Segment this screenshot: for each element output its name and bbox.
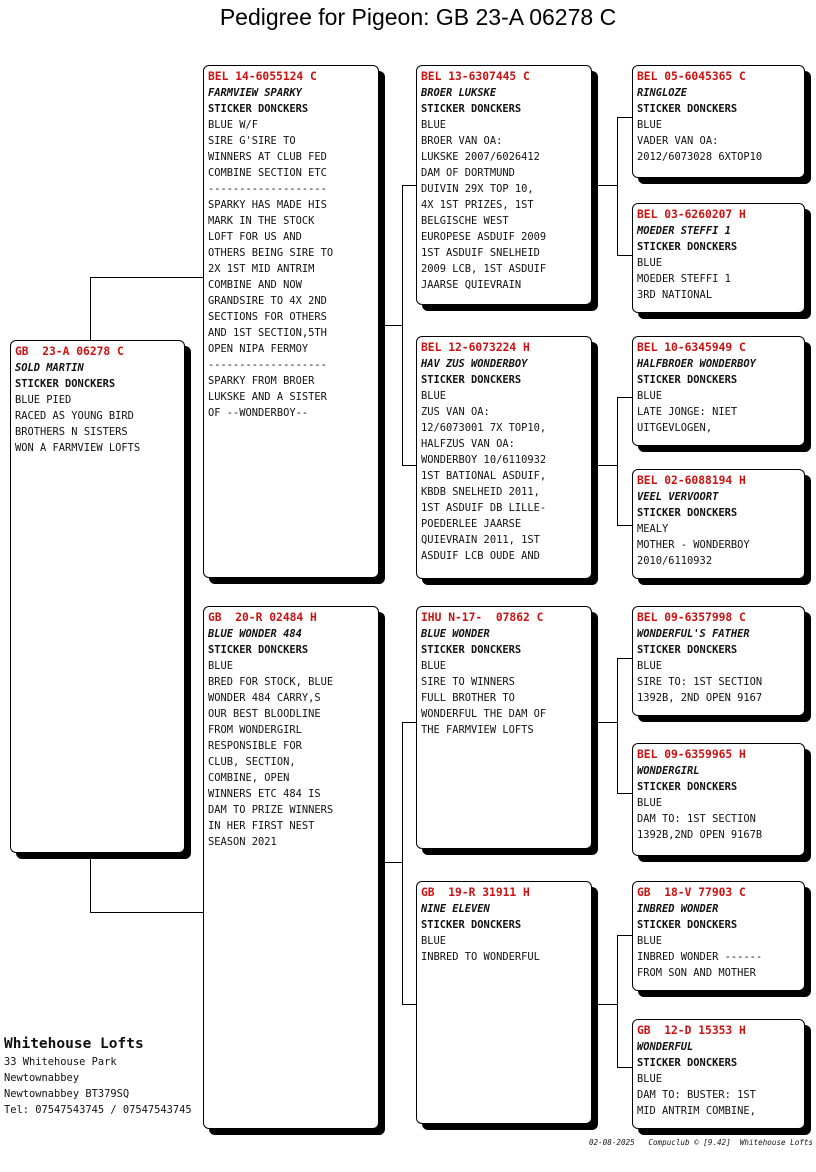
breeder-name: STICKER DONCKERS [637, 1057, 738, 1069]
bird-note: SPARKY HAS MADE HIS [208, 199, 327, 211]
bird-note: 1ST ASDUIF SNELHEID [421, 247, 540, 259]
bird-card-dam [203, 606, 379, 1129]
bird-note: MOEDER STEFFI 1 [637, 273, 731, 285]
bird-name: NINE ELEVEN [421, 903, 490, 915]
connector [617, 1067, 633, 1068]
owner-line: Newtownabbey BT379SQ [4, 1088, 130, 1100]
bird-note: BLUE [637, 935, 663, 947]
ring-number: BEL 14-6055124 C [208, 70, 317, 83]
bird-note: ASDUIF LCB OUDE AND [421, 550, 540, 562]
bird-name: BLUE WONDER 484 [208, 628, 302, 640]
bird-note: SEASON 2021 [208, 836, 277, 848]
breeder-name: STICKER DONCKERS [637, 919, 738, 931]
connector [617, 658, 633, 659]
bird-note: BROTHERS N SISTERS [15, 426, 128, 438]
bird-note: 3RD NATIONAL [637, 289, 713, 301]
bird-name: HAV ZUS WONDERBOY [421, 358, 528, 370]
ring-number: GB 19-R 31911 H [421, 886, 530, 899]
bird-name: WONDERFUL'S FATHER [637, 628, 750, 640]
connector [617, 935, 633, 936]
bird-card-ddd [632, 1019, 805, 1129]
owner-line: 33 Whitehouse Park [4, 1056, 117, 1068]
bird-note: BLUE [637, 1073, 663, 1085]
bird-note: OUR BEST BLOODLINE [208, 708, 321, 720]
bird-note: 2012/6073028 6XTOP10 [637, 151, 763, 163]
ring-number: GB 12-D 15353 H [637, 1024, 746, 1037]
bird-note: 12/6073001 7X TOP10, [421, 422, 547, 434]
bird-note: SIRE TO: 1ST SECTION [637, 676, 763, 688]
bird-note: BLUE W/F [208, 119, 259, 131]
ring-number: GB 23-A 06278 C [15, 345, 124, 358]
breeder-name: STICKER DONCKERS [637, 103, 738, 115]
ring-number: BEL 03-6260207 H [637, 208, 746, 221]
bird-note: MARK IN THE STOCK [208, 215, 315, 227]
bird-note: FROM SON AND MOTHER [637, 967, 756, 979]
bird-name: WONDERFUL [637, 1041, 694, 1053]
bird-note: MEALY [637, 523, 669, 535]
connector [402, 1004, 417, 1005]
connector [402, 465, 417, 466]
connector [617, 117, 618, 255]
bird-note: VADER VAN OA: [637, 135, 719, 147]
bird-note: MOTHER - WONDERBOY [637, 539, 750, 551]
bird-note: 2009 LCB, 1ST ASDUIF [421, 263, 547, 275]
bird-note: AND 1ST SECTION,5TH [208, 327, 327, 339]
bird-note: BLUE [637, 390, 663, 402]
bird-card-dam-dam [416, 881, 592, 1124]
bird-note: DAM TO: 1ST SECTION [637, 813, 756, 825]
bird-note: BLUE PIED [15, 394, 72, 406]
bird-note: 2X 1ST MID ANTRIM [208, 263, 315, 275]
bird-card-sire-dam [416, 336, 592, 579]
bird-note: LUKSKE 2007/6026412 [421, 151, 540, 163]
bird-note: SECTIONS FOR OTHERS [208, 311, 327, 323]
bird-note: QUIEVRAIN 2011, 1ST [421, 534, 540, 546]
bird-card-sdd [632, 469, 805, 579]
bird-note: SPARKY FROM BROER [208, 375, 315, 387]
bird-note: IN HER FIRST NEST [208, 820, 315, 832]
bird-note: 2010/6110932 [637, 555, 713, 567]
bird-card-subject [10, 340, 185, 853]
footer-credit: 02-08-2025 Compuclub © [9.42] Whitehouse Lofts [588, 1138, 813, 1147]
bird-note: BLUE [421, 935, 447, 947]
connector [596, 185, 618, 186]
bird-note: BLUE [208, 660, 234, 672]
bird-note: LUKSKE AND A SISTER [208, 391, 327, 403]
bird-note: GRANDSIRE TO 4X 2ND [208, 295, 327, 307]
bird-note: BLUE [421, 660, 447, 672]
connector [617, 525, 633, 526]
bird-note: WONDERFUL THE DAM OF [421, 708, 547, 720]
bird-note: ZUS VAN OA: [421, 406, 490, 418]
ring-number: GB 20-R 02484 H [208, 611, 317, 624]
connector [90, 277, 204, 278]
breeder-name: STICKER DONCKERS [421, 919, 522, 931]
breeder-name: STICKER DONCKERS [208, 644, 309, 656]
connector [617, 397, 618, 525]
bird-note: ------------------- [208, 183, 327, 195]
owner-line: Newtownabbey [4, 1072, 80, 1084]
bird-note: DAM TO: BUSTER: 1ST [637, 1089, 756, 1101]
bird-name: VEEL VERVOORT [637, 491, 719, 503]
bird-name: BLUE WONDER [421, 628, 490, 640]
bird-note: RACED AS YOUNG BIRD [15, 410, 134, 422]
breeder-name: STICKER DONCKERS [15, 378, 116, 390]
bird-note: HALFZUS VAN OA: [421, 438, 515, 450]
bird-name: MOEDER STEFFI 1 [637, 225, 731, 237]
bird-note: THE FARMVIEW LOFTS [421, 724, 534, 736]
bird-note: LOFT FOR US AND [208, 231, 302, 243]
bird-note: WONDER 484 CARRY,S [208, 692, 321, 704]
connector [382, 325, 403, 326]
bird-note: BELGISCHE WEST [421, 215, 509, 227]
owner-name: Whitehouse Lofts [4, 1036, 144, 1052]
bird-note: BLUE [637, 257, 663, 269]
bird-note: WINNERS AT CLUB FED [208, 151, 327, 163]
breeder-name: STICKER DONCKERS [421, 644, 522, 656]
bird-note: BLUE [421, 390, 447, 402]
bird-note: 1ST BATIONAL ASDUIF, [421, 470, 547, 482]
bird-card-dsd [632, 743, 805, 856]
breeder-name: STICKER DONCKERS [637, 507, 738, 519]
connector [402, 185, 417, 186]
bird-note: POEDERLEE JAARSE [421, 518, 522, 530]
bird-name: INBRED WONDER [637, 903, 719, 915]
bird-note: EUROPESE ASDUIF 2009 [421, 231, 547, 243]
ring-number: BEL 02-6088194 H [637, 474, 746, 487]
bird-note: SIRE TO WINNERS [421, 676, 515, 688]
bird-note: OPEN NIPA FERMOY [208, 343, 309, 355]
bird-note: JAARSE QUIEVRAIN [421, 279, 522, 291]
bird-card-dam-sire [416, 606, 592, 849]
ring-number: IHU N-17- 07862 C [421, 611, 544, 624]
connector [596, 722, 618, 723]
bird-note: COMBINE SECTION ETC [208, 167, 327, 179]
ring-number: BEL 05-6045365 C [637, 70, 746, 83]
breeder-name: STICKER DONCKERS [421, 374, 522, 386]
bird-note: SIRE G'SIRE TO [208, 135, 296, 147]
bird-note: COMBINE AND NOW [208, 279, 302, 291]
bird-note: KBDB SNELHEID 2011, [421, 486, 540, 498]
breeder-name: STICKER DONCKERS [637, 644, 738, 656]
bird-card-sss [632, 65, 805, 178]
bird-card-sds [632, 336, 805, 446]
connector [617, 255, 633, 256]
bird-note: INBRED WONDER ------ [637, 951, 763, 963]
connector [382, 862, 403, 863]
bird-note: OTHERS BEING SIRE TO [208, 247, 334, 259]
bird-note: WON A FARMVIEW LOFTS [15, 442, 141, 454]
page-title: Pedigree for Pigeon: GB 23-A 06278 C [219, 4, 617, 30]
owner-line: Tel: 07547543745 / 07547543745 [4, 1104, 192, 1116]
connector [596, 1004, 618, 1005]
bird-note: FROM WONDERGIRL [208, 724, 302, 736]
bird-name: RINGLOZE [637, 87, 688, 99]
bird-note: DAM TO PRIZE WINNERS [208, 804, 334, 816]
bird-name: BROER LUKSKE [421, 87, 497, 99]
breeder-name: STICKER DONCKERS [208, 103, 309, 115]
bird-note: CLUB, SECTION, [208, 756, 296, 768]
bird-note: DUIVIN 29X TOP 10, [421, 183, 534, 195]
connector [617, 935, 618, 1067]
breeder-name: STICKER DONCKERS [421, 103, 522, 115]
bird-note: BLUE [637, 797, 663, 809]
bird-name: HALFBROER WONDERBOY [637, 358, 756, 370]
bird-note: INBRED TO WONDERFUL [421, 951, 540, 963]
connector [617, 397, 633, 398]
bird-name: WONDERGIRL [637, 765, 700, 777]
bird-name: FARMVIEW SPARKY [208, 87, 302, 99]
bird-note: BRED FOR STOCK, BLUE [208, 676, 334, 688]
breeder-name: STICKER DONCKERS [637, 241, 738, 253]
connector [402, 722, 417, 723]
bird-card-dds [632, 881, 805, 991]
bird-note: 1392B, 2ND OPEN 9167 [637, 692, 763, 704]
connector [617, 117, 633, 118]
breeder-name: STICKER DONCKERS [637, 781, 738, 793]
bird-card-ssd [632, 203, 805, 313]
ring-number: BEL 13-6307445 C [421, 70, 530, 83]
breeder-name: STICKER DONCKERS [637, 374, 738, 386]
bird-note: 1ST ASDUIF DB LILLE- [421, 502, 547, 514]
connector [402, 722, 403, 1005]
ring-number: BEL 09-6357998 C [637, 611, 746, 624]
connector [617, 658, 618, 793]
bird-note: WONDERBOY 10/6110932 [421, 454, 547, 466]
bird-note: BLUE [637, 119, 663, 131]
bird-note: BROER VAN OA: [421, 135, 503, 147]
bird-card-sire-sire [416, 65, 592, 305]
bird-note: FULL BROTHER TO [421, 692, 515, 704]
connector [617, 793, 633, 794]
bird-note: BLUE [421, 119, 447, 131]
connector [90, 912, 204, 913]
bird-note: UITGEVLOGEN, [637, 422, 713, 434]
bird-note: COMBINE, OPEN [208, 772, 290, 784]
bird-note: BLUE [637, 660, 663, 672]
bird-note: ------------------- [208, 359, 327, 371]
bird-note: OF --WONDERBOY-- [208, 407, 309, 419]
bird-note: RESPONSIBLE FOR [208, 740, 302, 752]
ring-number: GB 18-V 77903 C [637, 886, 746, 899]
bird-note: MID ANTRIM COMBINE, [637, 1105, 756, 1117]
bird-name: SOLD MARTIN [15, 362, 84, 374]
ring-number: BEL 09-6359965 H [637, 748, 746, 761]
bird-note: 4X 1ST PRIZES, 1ST [421, 199, 534, 211]
bird-note: 1392B,2ND OPEN 9167B [637, 829, 763, 841]
bird-card-sire [203, 65, 379, 578]
owner-block [4, 1034, 192, 1118]
ring-number: BEL 12-6073224 H [421, 341, 530, 354]
connector [596, 465, 618, 466]
ring-number: BEL 10-6345949 C [637, 341, 746, 354]
bird-note: DAM OF DORTMUND [421, 167, 515, 179]
bird-note: LATE JONGE: NIET [637, 406, 738, 418]
bird-card-dss [632, 606, 805, 716]
bird-note: WINNERS ETC 484 IS [208, 788, 321, 800]
